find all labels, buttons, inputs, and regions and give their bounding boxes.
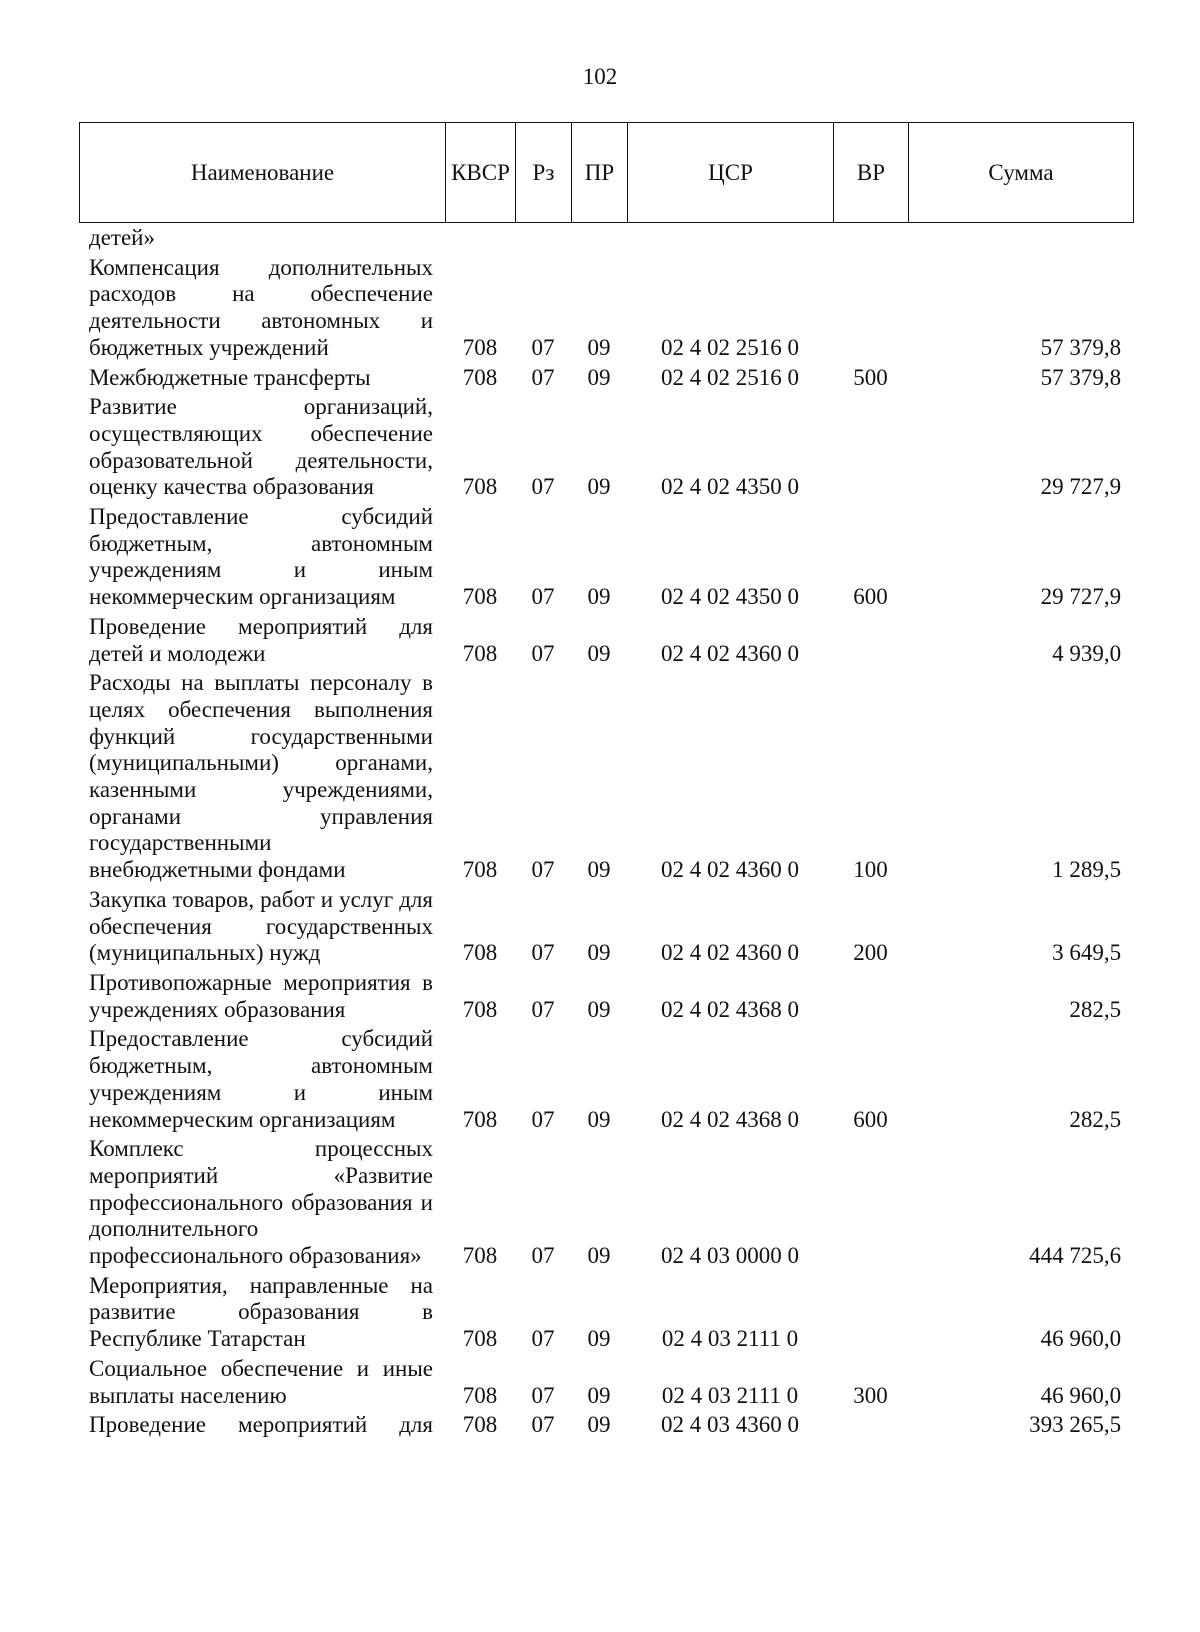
row-pr: 09 bbox=[587, 940, 611, 966]
row-name: Расходы на выплаты персоналу в целях обеспечения выполнения функций государственными (муниципальными) органами, казенными учреждениями, органами управления государственными внебюджетными фондами bbox=[89, 670, 433, 883]
row-pr: 09 bbox=[587, 996, 611, 1022]
row-rz: 07 bbox=[531, 640, 555, 666]
table-row bbox=[79, 501, 1133, 611]
row-rz: 07 bbox=[531, 857, 555, 883]
row-kvsr: 708 bbox=[462, 1243, 498, 1269]
row-csr: 02 4 02 4350 0 bbox=[661, 584, 799, 610]
row-sum: 3 649,5 bbox=[1052, 940, 1122, 966]
table-header bbox=[79, 122, 1134, 223]
table-row bbox=[79, 967, 1133, 1023]
row-pr: 09 bbox=[587, 640, 611, 666]
row-rz: 07 bbox=[531, 940, 555, 966]
table-row bbox=[79, 362, 1133, 392]
row-sum: 393 265,5 bbox=[1029, 1412, 1122, 1438]
row-kvsr: 708 bbox=[462, 996, 498, 1022]
row-csr: 02 4 02 4368 0 bbox=[661, 1106, 799, 1132]
row-vr: 600 bbox=[853, 584, 888, 610]
row-csr: 02 4 02 2516 0 bbox=[661, 334, 799, 360]
row-name: Межбюджетные трансферты bbox=[89, 364, 371, 390]
row-vr: 500 bbox=[853, 364, 888, 390]
row-vr bbox=[833, 1270, 908, 1353]
table-row bbox=[79, 667, 1133, 884]
row-name: Закупка товаров, работ и услуг для обеспечения государственных (муниципальных) нужд bbox=[89, 886, 433, 966]
row-vr bbox=[833, 967, 908, 1023]
table-row bbox=[79, 391, 1133, 501]
row-csr: 02 4 02 4360 0 bbox=[661, 857, 799, 883]
row-name: Предоставление субсидий бюджетным, автономным учреждениям и иным некоммерческим организациям bbox=[89, 504, 433, 610]
row-pr: 09 bbox=[587, 1412, 611, 1438]
row-rz: 07 bbox=[531, 474, 555, 500]
header-name: Наименование bbox=[80, 123, 446, 223]
table-row bbox=[79, 884, 1133, 967]
row-vr: 200 bbox=[853, 940, 888, 966]
row-rz: 07 bbox=[531, 1106, 555, 1132]
table-row bbox=[79, 1133, 1133, 1270]
row-kvsr: 708 bbox=[462, 364, 498, 390]
row-rz: 07 bbox=[531, 1382, 555, 1408]
header-kvsr: КВСР bbox=[446, 123, 516, 223]
row-pr: 09 bbox=[587, 334, 611, 360]
row-vr bbox=[833, 611, 908, 667]
row-name: Социальное обеспечение и иные выплаты населению bbox=[89, 1355, 433, 1408]
row-name: Проведение мероприятий для детей и молодежи bbox=[89, 613, 433, 666]
table-row bbox=[79, 1023, 1133, 1133]
row-name: Комплекс процессных мероприятий «Развитие профессионального образования и дополнительного профессионального образования» bbox=[89, 1136, 433, 1269]
row-rz: 07 bbox=[531, 996, 555, 1022]
row-csr: 02 4 02 4368 0 bbox=[661, 996, 799, 1022]
row-sum: 1 289,5 bbox=[1052, 857, 1122, 883]
row-kvsr: 708 bbox=[462, 474, 498, 500]
row-pr: 09 bbox=[587, 1326, 611, 1352]
row-csr: 02 4 03 4360 0 bbox=[661, 1412, 799, 1438]
row-sum: 46 960,0 bbox=[1040, 1382, 1122, 1408]
header-vr: ВР bbox=[834, 123, 909, 223]
header-sum: Сумма bbox=[909, 123, 1134, 223]
row-kvsr: 708 bbox=[462, 1106, 498, 1132]
continued-text: детей» bbox=[89, 225, 155, 250]
row-pr: 09 bbox=[587, 474, 611, 500]
row-kvsr: 708 bbox=[462, 1382, 498, 1408]
row-sum: 444 725,6 bbox=[1029, 1243, 1122, 1269]
row-vr: 600 bbox=[853, 1106, 888, 1132]
table-row bbox=[79, 611, 1133, 667]
row-pr: 09 bbox=[587, 1106, 611, 1132]
header-pr: ПР bbox=[572, 123, 628, 223]
row-kvsr: 708 bbox=[462, 940, 498, 966]
row-pr: 09 bbox=[587, 1382, 611, 1408]
row-sum: 46 960,0 bbox=[1040, 1326, 1122, 1352]
row-rz: 07 bbox=[531, 584, 555, 610]
row-sum: 29 727,9 bbox=[1040, 584, 1122, 610]
row-kvsr: 708 bbox=[462, 334, 498, 360]
row-pr: 09 bbox=[587, 1243, 611, 1269]
table-row bbox=[79, 1409, 1133, 1439]
row-kvsr: 708 bbox=[462, 857, 498, 883]
row-rz: 07 bbox=[531, 334, 555, 360]
header-rz: Рз bbox=[516, 123, 572, 223]
row-name: Проведение мероприятий для bbox=[89, 1412, 433, 1438]
row-csr: 02 4 03 0000 0 bbox=[661, 1243, 799, 1269]
row-kvsr: 708 bbox=[462, 1326, 498, 1352]
row-sum: 29 727,9 bbox=[1040, 474, 1122, 500]
row-vr bbox=[833, 1409, 908, 1439]
row-csr: 02 4 02 4360 0 bbox=[661, 940, 799, 966]
row-csr: 02 4 02 2516 0 bbox=[661, 364, 799, 390]
row-vr bbox=[833, 1133, 908, 1270]
row-name: Развитие организаций, осуществляющих обеспечение образовательной деятельности, оценку качества образования bbox=[89, 394, 433, 500]
row-csr: 02 4 02 4350 0 bbox=[661, 474, 799, 500]
row-name: Компенсация дополнительных расходов на обеспечение деятельности автономных и бюджетных учреждений bbox=[89, 254, 433, 360]
row-name: Противопожарные мероприятия в учреждениях образования bbox=[89, 969, 433, 1022]
header-csr: ЦСР bbox=[628, 123, 834, 223]
row-pr: 09 bbox=[587, 364, 611, 390]
row-sum: 4 939,0 bbox=[1052, 640, 1122, 666]
budget-table bbox=[79, 225, 1133, 1439]
row-csr: 02 4 03 2111 0 bbox=[661, 1382, 799, 1408]
row-sum: 57 379,8 bbox=[1040, 364, 1122, 390]
row-vr: 300 bbox=[853, 1382, 888, 1408]
page-number: 102 bbox=[582, 64, 618, 89]
table-row bbox=[79, 1353, 1133, 1409]
row-sum: 282,5 bbox=[1069, 1106, 1122, 1132]
row-vr bbox=[833, 252, 908, 362]
row-kvsr: 708 bbox=[462, 1412, 498, 1438]
row-pr: 09 bbox=[587, 584, 611, 610]
row-rz: 07 bbox=[531, 1243, 555, 1269]
row-pr: 09 bbox=[587, 857, 611, 883]
row-sum: 57 379,8 bbox=[1040, 334, 1122, 360]
row-vr bbox=[833, 391, 908, 501]
row-vr: 100 bbox=[853, 857, 888, 883]
row-name: Мероприятия, направленные на развитие образования в Республике Татарстан bbox=[89, 1272, 433, 1352]
row-rz: 07 bbox=[531, 1326, 555, 1352]
row-kvsr: 708 bbox=[462, 584, 498, 610]
row-csr: 02 4 02 4360 0 bbox=[661, 640, 799, 666]
row-sum: 282,5 bbox=[1069, 996, 1122, 1022]
continued-row bbox=[79, 225, 1133, 252]
row-rz: 07 bbox=[531, 1412, 555, 1438]
row-csr: 02 4 03 2111 0 bbox=[661, 1326, 799, 1352]
table-row bbox=[79, 1270, 1133, 1353]
table-row bbox=[79, 252, 1133, 362]
row-name: Предоставление субсидий бюджетным, автономным учреждениям и иным некоммерческим организациям bbox=[89, 1026, 433, 1132]
row-rz: 07 bbox=[531, 364, 555, 390]
row-kvsr: 708 bbox=[462, 640, 498, 666]
